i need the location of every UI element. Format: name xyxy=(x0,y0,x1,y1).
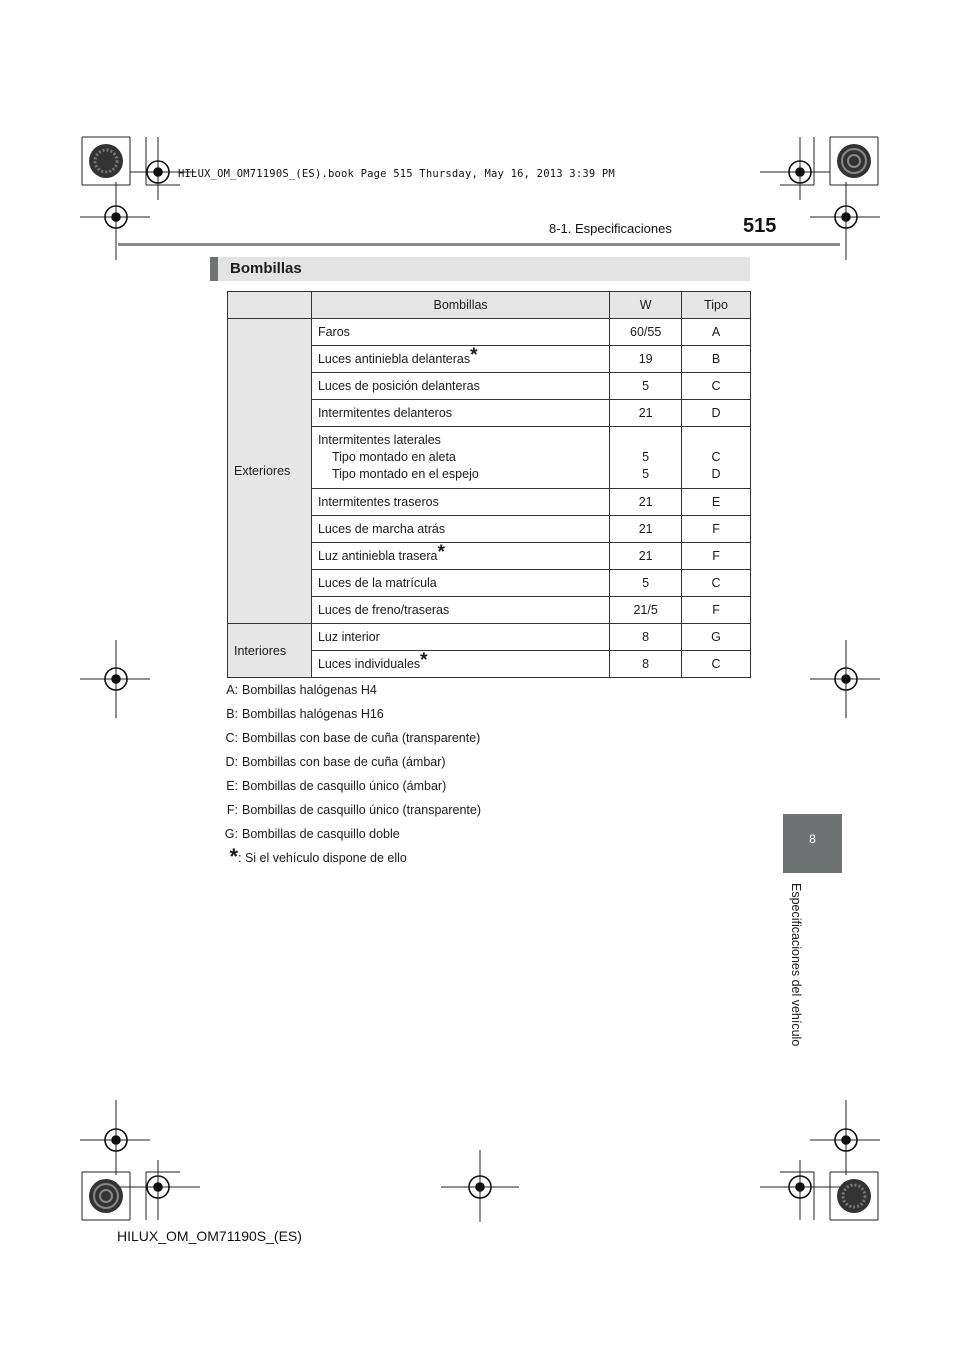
header-empty-cell xyxy=(228,292,312,319)
bulb-name: Luces de la matrícula xyxy=(311,570,609,597)
bulb-type: C xyxy=(682,651,751,678)
bulb-subtype: Tipo montado en el espejo xyxy=(331,467,479,481)
bulb-type: F xyxy=(682,516,751,543)
section-title: Bombillas xyxy=(230,260,302,277)
bulb-name: Faros xyxy=(311,319,609,346)
bulb-name: Luces de freno/traseras xyxy=(311,597,609,624)
bulb-name: Intermitentes laterales xyxy=(317,433,441,447)
legend-item xyxy=(214,683,481,707)
bulb-wattage: 8 xyxy=(610,624,682,651)
bulb-wattage: 8 xyxy=(610,651,682,678)
bulb-wattage: 21 xyxy=(610,543,682,570)
chapter-side-label xyxy=(787,883,805,1053)
table-row xyxy=(228,319,751,346)
legend-key: A: xyxy=(226,683,238,697)
bulb-name: Luces de marcha atrás xyxy=(311,516,609,543)
chapter-tab-number: 8 xyxy=(809,832,816,846)
footnote xyxy=(214,844,481,875)
legend-key: G: xyxy=(224,827,238,841)
print-stamp: HILUX_OM_OM71190S_(ES).book Page 515 Thursday, May 16, 2013 3:39 PM xyxy=(178,168,615,180)
bulb-type: C xyxy=(682,570,751,597)
page-number: 515 xyxy=(743,215,777,237)
bulb-type: E xyxy=(682,489,751,516)
legend-item xyxy=(214,827,481,851)
column-header: Bombillas xyxy=(311,292,609,319)
bulb-type: C xyxy=(682,373,751,400)
bulb-wattage: 5 xyxy=(610,570,682,597)
column-header: W xyxy=(610,292,682,319)
legend-item xyxy=(214,779,481,803)
bulb-wattage: 19 xyxy=(610,346,682,373)
bulb-type-legend xyxy=(214,683,481,875)
document-code: HILUX_OM_OM71190S_(ES) xyxy=(117,1228,302,1244)
bulb-name: Intermitentes delanteros xyxy=(311,400,609,427)
bulb-name: Luces antiniebla delanteras xyxy=(317,352,471,366)
bulb-wattage: 21 xyxy=(610,489,682,516)
table-header-row xyxy=(228,292,751,319)
bulb-type: C xyxy=(711,450,721,464)
footnote-marker: * xyxy=(437,542,445,563)
bulb-name-cell xyxy=(311,543,609,570)
bulb-wattage: 21 xyxy=(610,516,682,543)
bulb-type: F xyxy=(682,597,751,624)
section-header xyxy=(210,257,750,281)
legend-key: B: xyxy=(226,707,238,721)
footnote-text: : Si el vehículo dispone de ello xyxy=(238,851,407,865)
bulb-wattage: 5 xyxy=(642,467,650,481)
bulb-name-cell xyxy=(311,651,609,678)
table-row xyxy=(228,624,751,651)
bulb-wattage: 5 xyxy=(642,450,650,464)
bulb-type: A xyxy=(682,319,751,346)
bulb-type: D xyxy=(711,467,721,481)
footnote-marker: * xyxy=(420,650,428,671)
bulb-name: Luz antiniebla trasera xyxy=(317,549,438,563)
bulb-type-cell xyxy=(682,427,751,489)
legend-key: C: xyxy=(225,731,238,745)
bulb-name-cell xyxy=(311,346,609,373)
bulb-table xyxy=(227,291,751,678)
group-label-exterior: Exteriores xyxy=(228,319,312,624)
legend-text: Bombillas halógenas H4 xyxy=(242,683,377,697)
legend-item xyxy=(214,731,481,755)
legend-item xyxy=(214,755,481,779)
legend-text: Bombillas de casquillo único (ámbar) xyxy=(242,779,447,793)
legend-key: E: xyxy=(226,779,238,793)
chapter-tab xyxy=(783,814,842,873)
bulb-type: B xyxy=(682,346,751,373)
chapter-heading: 8-1. Especificaciones xyxy=(549,221,672,236)
bulb-type: D xyxy=(682,400,751,427)
footnote-marker: * xyxy=(229,844,238,869)
legend-key: D: xyxy=(225,755,238,769)
footnote-marker: * xyxy=(470,345,478,366)
legend-text: Bombillas con base de cuña (transparente) xyxy=(242,731,481,745)
legend-item xyxy=(214,803,481,827)
legend-item xyxy=(214,707,481,731)
bulb-type: G xyxy=(682,624,751,651)
bulb-name: Luces de posición delanteras xyxy=(311,373,609,400)
legend-key: F: xyxy=(226,803,238,817)
legend-text: Bombillas de casquillo doble xyxy=(242,827,400,841)
column-header: Tipo xyxy=(682,292,751,319)
legend-text: Bombillas de casquillo único (transparente) xyxy=(242,803,482,817)
bulb-wattage: 5 xyxy=(610,373,682,400)
bulb-wattage: 60/55 xyxy=(610,319,682,346)
bulb-wattage: 21 xyxy=(610,400,682,427)
chapter-side-label-text: Especificaciones del vehículo xyxy=(789,883,803,1047)
legend-text: Bombillas con base de cuña (ámbar) xyxy=(242,755,446,769)
bulb-name: Intermitentes traseros xyxy=(311,489,609,516)
group-label-interior: Interiores xyxy=(228,624,312,678)
bulb-name-cell xyxy=(311,427,609,489)
legend-text: Bombillas halógenas H16 xyxy=(242,707,384,721)
bulb-name: Luces individuales xyxy=(317,657,421,671)
bulb-wattage-cell xyxy=(610,427,682,489)
bulb-name: Luz interior xyxy=(311,624,609,651)
header-rule xyxy=(118,243,840,246)
bulb-type: F xyxy=(682,543,751,570)
bulb-subtype: Tipo montado en aleta xyxy=(331,450,456,464)
bulb-wattage: 21/5 xyxy=(610,597,682,624)
